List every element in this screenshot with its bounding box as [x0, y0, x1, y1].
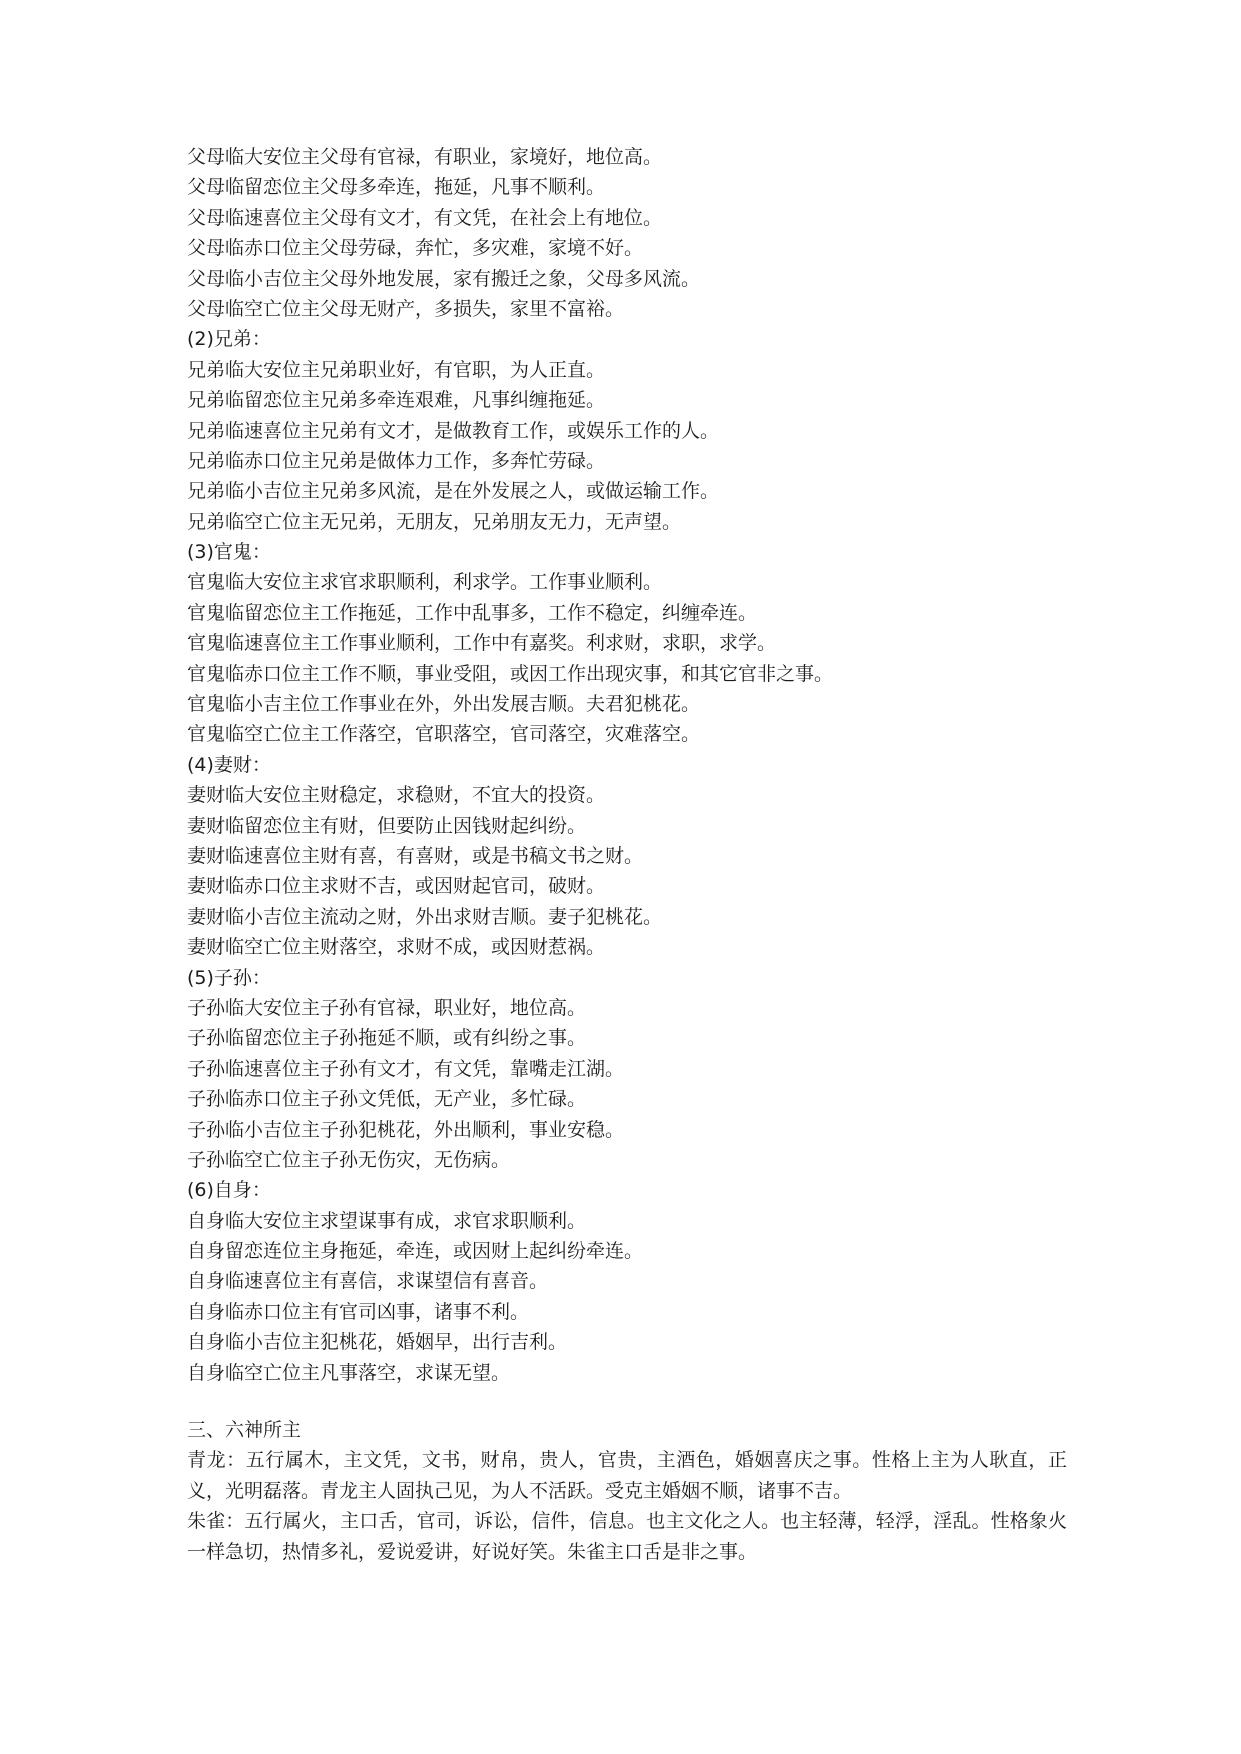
xiongdi-section — [187, 324, 1067, 537]
text-line: 官鬼临大安位主求官求职顺利，利求学。工作事业顺利。 — [187, 571, 663, 594]
text-line: 妻财临速喜位主财有喜，有喜财，或是书稿文书之财。 — [187, 844, 644, 867]
text-line: 子孙临大安位主子孙有官禄，职业好，地位高。 — [187, 996, 587, 1019]
text-line: 父母临大安位主父母有官禄，有职业，家境好，地位高。 — [187, 146, 663, 168]
text-line: 自身临大安位主求望谋事有成，求官求职顺利。 — [187, 1209, 587, 1232]
guangui-section — [187, 537, 1067, 750]
text-line: 妻财临空亡位主财落空，求财不成，或因财惹祸。 — [187, 936, 606, 959]
text-line: 兄弟临留恋位主兄弟多牵连艰难，凡事纠缠拖延。 — [187, 389, 606, 412]
text-line: 自身临速喜位主有喜信，求谋望信有喜音。 — [187, 1270, 549, 1293]
fumu-section — [187, 142, 1067, 324]
zishen-section — [187, 1175, 1067, 1388]
text-line: 父母临速喜位主父母有文才，有文凭，在社会上有地位。 — [187, 206, 663, 229]
text-line: 官鬼临速喜位主工作事业顺利，工作中有嘉奖。利求财，求职，求学。 — [187, 632, 777, 655]
document-page — [187, 142, 1067, 1567]
section-heading: (6)自身： — [187, 1179, 271, 1202]
text-line: 妻财临小吉位主流动之财，外出求财吉顺。妻子犯桃花。 — [187, 905, 663, 928]
text-line: 子孙临赤口位主子孙文凭低，无产业，多忙碌。 — [187, 1088, 587, 1111]
section-spacer — [187, 1388, 1067, 1415]
text-line: 官鬼临赤口位主工作不顺，事业受阻，或因工作出现灾事，和其它官非之事。 — [187, 662, 834, 685]
zisun-section — [187, 963, 1067, 1176]
text-line: 父母临空亡位主父母无财产，多损失，家里不富裕。 — [187, 297, 625, 320]
section-heading: (2)兄弟： — [187, 328, 271, 351]
qinglong-paragraph: 青龙：五行属木，主文凭，文书，财帛，贵人，官贵，主酒色，婚姻喜庆之事。性格上主为人耿直，正义，光明磊落。青龙主人固执己见，为人不活跃。受克主婚姻不顺，诸事不吉。 — [187, 1449, 1067, 1502]
text-line: 自身临小吉位主犯桃花，婚姻早，出行吉利。 — [187, 1331, 568, 1354]
text-line: 兄弟临速喜位主兄弟有文才，是做教育工作，或娱乐工作的人。 — [187, 419, 720, 442]
text-line: 官鬼临小吉主位工作事业在外，外出发展吉顺。夫君犯桃花。 — [187, 693, 701, 716]
text-line: 兄弟临空亡位主无兄弟，无朋友，兄弟朋友无力，无声望。 — [187, 510, 682, 533]
text-line: 妻财临大安位主财稳定，求稳财，不宜大的投资。 — [187, 784, 606, 807]
text-line: 父母临赤口位主父母劳碌，奔忙，多灾难，家境不好。 — [187, 237, 644, 260]
liushen-section — [187, 1415, 1067, 1567]
text-line: 子孙临留恋位主子孙拖延不顺，或有纠纷之事。 — [187, 1027, 587, 1050]
text-line: 兄弟临赤口位主兄弟是做体力工作，多奔忙劳碌。 — [187, 449, 606, 472]
qicai-section — [187, 750, 1067, 963]
text-line: 官鬼临空亡位主工作落空，官职落空，官司落空，灾难落空。 — [187, 723, 701, 746]
text-line: 自身留恋连位主身拖延，牵连，或因财上起纠纷牵连。 — [187, 1240, 644, 1263]
text-line: 自身临空亡位主凡事落空，求谋无望。 — [187, 1361, 511, 1384]
text-line: 子孙临速喜位主子孙有文才，有文凭，靠嘴走江湖。 — [187, 1057, 625, 1080]
text-line: 子孙临小吉位主子孙犯桃花，外出顺利，事业安稳。 — [187, 1118, 625, 1141]
text-line: 自身临赤口位主有官司凶事，诸事不利。 — [187, 1300, 530, 1323]
section-heading: (3)官鬼： — [187, 541, 271, 564]
text-line: 父母临小吉位主父母外地发展，家有搬迁之象，父母多风流。 — [187, 267, 701, 290]
text-line: 妻财临留恋位主有财，但要防止因钱财起纠纷。 — [187, 814, 587, 837]
text-line: 兄弟临小吉位主兄弟多风流，是在外发展之人，或做运输工作。 — [187, 480, 720, 503]
text-line: 官鬼临留恋位主工作拖延，工作中乱事多，工作不稳定，纠缠牵连。 — [187, 601, 758, 624]
text-line: 子孙临空亡位主子孙无伤灾，无伤病。 — [187, 1148, 511, 1171]
chapter-heading: 三、六神所主 — [187, 1419, 302, 1442]
section-heading: (4)妻财： — [187, 753, 271, 776]
text-line: 父母临留恋位主父母多牵连，拖延，凡事不顺利。 — [187, 176, 606, 199]
zhuque-paragraph: 朱雀：五行属火，主口舌，官司，诉讼，信件，信息。也主文化之人。也主轻薄，轻浮，淫乱。性格象火一样急切，热情多礼，爱说爱讲，好说好笑。朱雀主口舌是非之事。 — [187, 1510, 1067, 1563]
text-line: 妻财临赤口位主求财不吉，或因财起官司，破财。 — [187, 875, 606, 898]
section-heading: (5)子孙： — [187, 966, 271, 989]
text-line: 兄弟临大安位主兄弟职业好，有官职，为人正直。 — [187, 358, 606, 381]
